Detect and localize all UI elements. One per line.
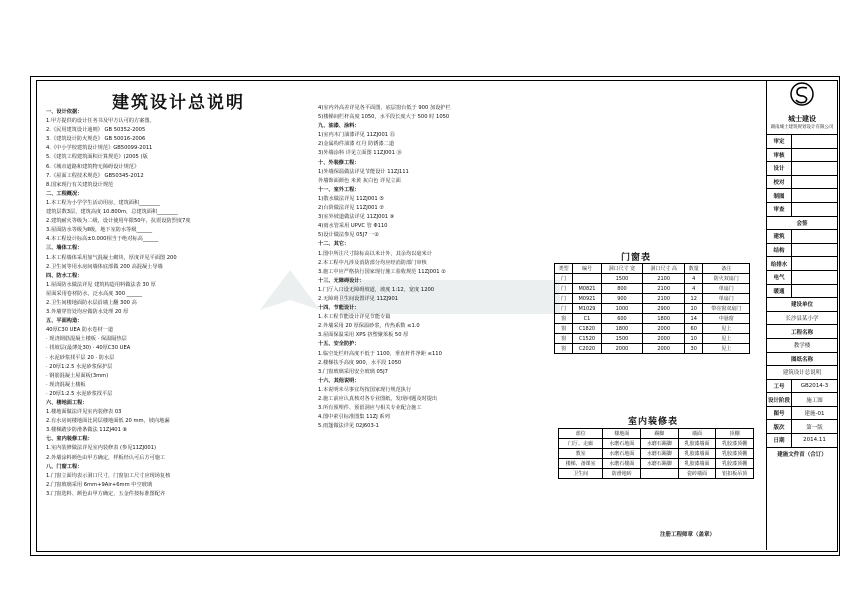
table-cell: 铝扣板吊顶 — [716, 469, 754, 479]
project-name-2: 教学楼 — [767, 339, 837, 353]
title-block-key: 设计 — [767, 162, 792, 175]
note-line: 4.图中索引标准图集 11ZJ 系列 — [318, 414, 390, 421]
column-header: 部位 — [559, 429, 603, 439]
note-line: 2.有水房间楼地面比同层楼地面低 20 mm，坡向地漏 — [46, 418, 170, 425]
note-line: 3.所有预埋件、预留洞应与相关专业配合施工 — [318, 405, 422, 412]
table-cell: 瓷砖墙面 — [678, 469, 716, 479]
note-line: 1.临空处栏杆高度不低于 1100，垂直杆件净距 ≤110 — [318, 350, 442, 357]
table-cell: 窗 — [555, 314, 573, 324]
company-name: 城士建设 — [788, 115, 816, 123]
table-row — [555, 274, 750, 284]
note-line: 1)室内木门油漆详见 11ZJ001 ⑮ — [318, 132, 395, 139]
column-header: 编号 — [573, 264, 601, 274]
table-cell: 2000 — [643, 334, 685, 344]
table-cell: 水磨石地面 — [603, 439, 641, 449]
title-block-key: 工号 — [767, 380, 792, 393]
table-cell: M0921 — [573, 294, 601, 304]
note-line: 2)金属构件油漆 红丹 防锈漆二道 — [318, 141, 395, 148]
note-line: · 现浇钢筋混凝土楼板 · 保温隔热层 — [46, 336, 127, 343]
note-line: 5.雨篷做法详见 02J603-1 — [318, 423, 379, 430]
table-cell: C1 — [573, 314, 601, 324]
note-line: 2.卫生间楼地面防水层沿墙上翻 300 高 — [46, 299, 137, 306]
project-name: 长沙县某小学 — [767, 312, 837, 326]
column-header: 洞口尺寸 高 — [643, 264, 685, 274]
notes-right-column — [318, 104, 568, 544]
table-cell: 800 — [601, 284, 643, 294]
table-cell: M0821 — [573, 284, 601, 294]
table-cell: 2100 — [643, 284, 685, 294]
note-line: 2.本工程中凡涉及消防部分均应经消防部门审核 — [318, 259, 427, 266]
page-title: 建筑设计总说明 — [112, 93, 245, 113]
table-cell: C1520 — [573, 334, 601, 344]
title-block-key: 审定 — [767, 135, 792, 148]
table-header-row — [555, 264, 750, 274]
company-logo-icon — [767, 80, 837, 110]
note-line: 2.建筑耐火等级为二级，设计使用年限50年，抗震设防烈度7度 — [46, 218, 191, 225]
bottom-note: 注册工程师章（盖章） — [660, 532, 716, 538]
title-block-key: 日期 — [767, 434, 792, 447]
note-line: 1.甲方提供的设计任务书及甲方认可的方案图。 — [46, 118, 155, 125]
table-row — [555, 294, 750, 304]
table-cell: 乳胶漆墙面 — [678, 459, 716, 469]
note-line: 1.本工程节能设计详见节能专篇 — [318, 314, 391, 321]
table-cell: 门 — [555, 284, 573, 294]
table-cell: 水磨石踢脚 — [641, 439, 679, 449]
note-line: 2.施工前应认真核对各专业图纸，发现问题及时提出 — [318, 396, 438, 402]
title-block-row — [767, 407, 837, 421]
note-line: 5.《建筑工程建筑面积计算规范》(2005 )版 — [46, 154, 148, 161]
table-cell: C2020 — [573, 344, 601, 354]
table-cell: 见上 — [703, 324, 750, 334]
note-line: 3.门窗选料、颜色由甲方确定，五金件按标准图配齐 — [46, 490, 166, 497]
company-logo-area — [767, 80, 837, 135]
note-line: · 水泥砂浆找平层 20 · 防水层 — [46, 354, 115, 361]
door-window-table — [554, 263, 750, 354]
section-heading: 十三、无障碍设计： — [318, 277, 365, 284]
table-cell: C1820 — [573, 324, 601, 334]
table-header-row — [559, 429, 754, 439]
table-cell: 1800 — [601, 324, 643, 334]
title-block-row — [767, 393, 837, 407]
note-line: 建筑层数3层，建筑高度 10.800m，总建筑面积________ — [46, 209, 178, 216]
table-cell: 门 — [555, 274, 573, 284]
table-cell: 水磨石楼面 — [603, 459, 641, 469]
table-cell: 卫生间 — [559, 469, 603, 479]
note-line: 外墙饰面颜色 米黄 灰白色 详见立面 — [318, 177, 401, 184]
column-header: 墙面 — [678, 429, 716, 439]
table-cell: 600 — [601, 314, 643, 324]
table-row — [559, 459, 754, 469]
table-cell: 见上 — [703, 344, 750, 354]
sign-header: 会签 — [767, 217, 837, 231]
table-cell: 60 — [685, 324, 703, 334]
section-heading: 一、设计依据： — [46, 109, 83, 115]
column-header: 数量 — [685, 264, 703, 274]
table-cell — [641, 469, 679, 479]
table-cell: 水磨石踢脚 — [641, 449, 679, 459]
section-heading: 九、油漆、涂料： — [318, 123, 360, 130]
title-block-row — [767, 230, 837, 244]
table-cell: 1800 — [643, 314, 685, 324]
note-line: 2.外墙涂料颜色由甲方确定，样板经认可后方可施工 — [46, 454, 166, 461]
title-block-value: 施工图 — [806, 397, 823, 404]
table-cell: 防滑地砖 — [603, 469, 641, 479]
note-line: 1)外墙保温做法详见节能设计 11ZJ111 — [318, 168, 409, 175]
table-cell: 12 — [685, 294, 703, 304]
note-line: 3.门窗玻璃采用安全玻璃 05J7 — [318, 368, 388, 375]
note-line: 6.《城市道路和建筑物无障碍设计规范》 — [46, 163, 140, 170]
note-line: 5)设计做法参见 05J7 一② — [318, 232, 380, 239]
title-block-row — [767, 380, 837, 394]
column-header: 洞口尺寸 宽 — [601, 264, 643, 274]
title-block-row — [767, 162, 837, 176]
title-block — [766, 80, 837, 550]
title-block-key: 制图 — [767, 189, 792, 202]
table-cell: 2100 — [643, 294, 685, 304]
table-cell: 2000 — [601, 344, 643, 354]
table-cell: 乳胶漆墙面 — [678, 449, 716, 459]
door-table-title: 门窗表 — [621, 253, 652, 263]
project-sub-header: 工程名称 — [767, 325, 837, 339]
section-heading: 七、室内装修工程： — [46, 436, 93, 443]
note-line: · 找坡层(最薄处30) · 40厚C30 UEA — [46, 345, 131, 352]
note-line: 2.门窗玻璃采用 6mm+9Air+6mm 中空玻璃 — [46, 481, 153, 488]
note-line: 3.楼梯踏步防滑条做法 11ZJ401 ⑧ — [46, 427, 128, 434]
note-line: 3.屋面防水等级为Ⅱ级，地下室防水等级______ — [46, 227, 153, 234]
section-heading: 十一、室外工程： — [318, 186, 360, 193]
note-line: 5)楼梯间栏杆高度 1050，水平段长度大于 500 时 1050 — [318, 114, 450, 121]
section-heading: 十六、其他说明： — [318, 377, 360, 384]
title-block-row — [767, 203, 837, 217]
notes-left-column — [46, 108, 306, 548]
table-cell: 14 — [685, 314, 703, 324]
title-block-row — [767, 420, 837, 434]
table-cell: 窗 — [555, 344, 573, 354]
table-cell: 教室 — [559, 449, 603, 459]
title-block-value: GB2014-3 — [800, 382, 829, 389]
table-cell: 900 — [601, 294, 643, 304]
note-line: 40厚C30 UEA 防水卷材一道 — [46, 327, 114, 334]
table-cell: 见上 — [703, 334, 750, 344]
table-cell: 单扇门 — [703, 294, 750, 304]
note-line: 1)散水做法详见 11ZJ001 ⑤ — [318, 195, 384, 202]
title-block-row — [767, 244, 837, 258]
table-cell: 4 — [685, 274, 703, 284]
note-line: 1.图中所注尺寸除标高以米计外，其余均以毫米计 — [318, 250, 432, 257]
column-header: 楼地面 — [603, 429, 641, 439]
title-block-key: 审查 — [767, 203, 792, 216]
title-block-key: 结构 — [767, 244, 792, 257]
title-block-row — [767, 434, 837, 448]
title-block-row — [767, 135, 837, 149]
table-row — [555, 304, 750, 314]
table-cell: 2000 — [643, 344, 685, 354]
company-subname: 湖南城士建筑规划设计有限公司 — [770, 125, 834, 130]
table-row — [555, 344, 750, 354]
table-cell: 单扇门 — [703, 284, 750, 294]
drawing-name: 建筑设计总说明 — [767, 366, 837, 380]
title-block-key: 建筑 — [767, 230, 792, 243]
section-heading: 十、外装修工程： — [318, 159, 360, 166]
title-block-key: 审核 — [767, 149, 792, 162]
section-heading: 十五、安全防护： — [318, 341, 360, 348]
table-cell: 1500 — [601, 274, 643, 284]
finish-schedule-table — [558, 428, 754, 479]
table-cell: 乳胶漆顶棚 — [716, 439, 754, 449]
note-line: 2)台阶做法详见 11ZJ001 ⑦ — [318, 205, 384, 212]
note-line: 1.楼地面做法详见室内装修表 03 — [46, 409, 122, 416]
table-cell: 10 — [685, 334, 703, 344]
title-block-key: 暖通 — [767, 285, 792, 298]
note-line: 1.本工程为小学学生活动用房，建筑面积________ — [46, 199, 160, 206]
section-heading: 十二、其它： — [318, 241, 350, 248]
title-block-value: 第一版 — [806, 424, 823, 431]
table-cell: 乳胶漆墙面 — [678, 439, 716, 449]
table-cell: 水磨石踢脚 — [641, 459, 679, 469]
note-line: 1.屋面防水做法详见 建筑构造用料做法表 30 厚 — [46, 281, 156, 288]
note-line: 屋面采用卷材防水，泛水高度 300 ______ — [46, 290, 143, 297]
title-block-row — [767, 176, 837, 190]
note-line: 2.《民用建筑设计通则》 GB 50352-2005 — [46, 127, 146, 134]
column-header: 踢脚 — [641, 429, 679, 439]
title-block-row — [767, 189, 837, 203]
title-block-row — [767, 285, 837, 299]
section-heading: 二、工程概况： — [46, 190, 83, 197]
table-cell: 防火双扇门 — [703, 274, 750, 284]
note-line: 1.门窗立面均表示洞口尺寸，门窗加工尺寸应现场复核 — [46, 472, 171, 479]
note-line: 1.室内装修做法详见室内装修表 (参见11ZJ001) — [46, 445, 157, 452]
note-line: 7.《屋面工程技术规范》 GB50345-2012 — [46, 172, 144, 179]
table-cell: 1500 — [601, 334, 643, 344]
table-row — [559, 449, 754, 459]
table-cell: 带亮窗双扇门 — [703, 304, 750, 314]
table-cell: 门 — [555, 304, 573, 314]
table-cell: 4 — [685, 284, 703, 294]
table-cell: 10 — [685, 304, 703, 314]
title-block-row — [767, 257, 837, 271]
table-cell: 窗 — [555, 324, 573, 334]
title-block-key: 电气 — [767, 271, 792, 284]
project-header: 建设单位 — [767, 298, 837, 312]
note-line: · 20厚1:2.5 水泥砂浆找平层 — [46, 390, 113, 397]
table-cell: 门 — [555, 294, 573, 304]
table-cell: 门厅、走廊 — [559, 439, 603, 449]
table-row — [555, 324, 750, 334]
note-line: 2.外墙采用 20 厚保温砂浆，传热系数 ≤1.0 — [318, 323, 420, 330]
section-heading: 十四、节能设计： — [318, 305, 360, 312]
note-line: 4.本工程设计标高±0.000相当于绝对标高______ — [46, 236, 159, 243]
note-line: 3.屋面保温采用 XPS 挤塑聚苯板 50 厚 — [318, 332, 409, 339]
column-header: 备注 — [703, 264, 750, 274]
section-heading: 三、墙体工程： — [46, 245, 83, 252]
table-cell: 窗 — [555, 334, 573, 344]
table-cell: 2000 — [643, 324, 685, 334]
table-cell: 楼梯、备课室 — [559, 459, 603, 469]
note-line: 4.《中小学校建筑设计规范》GB50099-2011 — [46, 145, 153, 152]
table-cell: 2900 — [643, 304, 685, 314]
table-cell: 2100 — [643, 274, 685, 284]
title-block-key: 图号 — [767, 407, 792, 420]
note-line: · 20厚1:2.5 水泥砂浆保护层 — [46, 363, 113, 370]
title-block-row — [767, 271, 837, 285]
note-line: 3)室外坡道做法详见 11ZJ001 ⑨ — [318, 214, 395, 221]
note-line: · 现浇混凝土楼板 — [46, 381, 86, 388]
title-block-value: 2014.11 — [803, 437, 826, 444]
note-line: 8.国家现行有关建筑设计规范 — [46, 181, 114, 188]
column-header: 类型 — [555, 264, 573, 274]
note-line: 3.施工中应严格执行国家现行施工验收规范 11ZJ001 ② — [318, 268, 446, 275]
title-block-key: 设计阶段 — [767, 393, 792, 406]
table-cell — [573, 274, 601, 284]
finish-table-title: 室内装修表 — [628, 417, 679, 427]
note-line: 3)外墙涂料 详见立面图 11ZJ001 ⑱ — [318, 150, 402, 157]
note-line: · 钢筋混凝土屋面板(3mm) — [46, 372, 109, 379]
table-cell: 水磨石地面 — [603, 449, 641, 459]
note-line: 1.本工程墙体采用加气混凝土砌块，厚度详见平面图 200 — [46, 254, 177, 261]
table-cell: 中悬窗 — [703, 314, 750, 324]
title-block-key: 校对 — [767, 176, 792, 189]
table-cell: 30 — [685, 344, 703, 354]
note-line: 2.无障碍卫生间设置详见 11ZJ901 — [318, 295, 399, 302]
drawing-header: 图纸名称 — [767, 353, 837, 367]
note-line: 2.楼梯扶手高度 900，水平段 1050 — [318, 359, 402, 366]
table-row — [559, 469, 754, 479]
table-cell: 1000 — [601, 304, 643, 314]
note-line: 4)室内外高差详见各平面图，底层窗台低于 900 加设护栏 — [318, 105, 451, 111]
section-heading: 八、门窗工程： — [46, 463, 83, 470]
table-cell: M1029 — [573, 304, 601, 314]
table-cell: 乳胶漆顶棚 — [716, 449, 754, 459]
section-heading: 四、防水工程： — [46, 272, 83, 279]
section-heading: 六、楼地面工程： — [46, 400, 88, 406]
table-row — [555, 314, 750, 324]
table-row — [559, 439, 754, 449]
note-line: 2.卫生间等用水房间墙体底部做 200 高混凝土导墙 — [46, 263, 163, 270]
table-row — [555, 334, 750, 344]
title-block-key: 给排水 — [767, 257, 792, 270]
note-line: 4)雨水管采用 UPVC 管 Φ110 — [318, 223, 388, 230]
title-block-value: 建施-01 — [804, 411, 825, 418]
table-row — [555, 284, 750, 294]
title-block-footer: 建施文件首（合订） — [777, 451, 827, 458]
section-heading: 五、平面构造： — [46, 318, 83, 325]
table-cell: 乳胶漆顶棚 — [716, 459, 754, 469]
note-line: 3.外墙穿管处均应做防水处理 20 厚 — [46, 309, 129, 316]
title-block-row — [767, 149, 837, 163]
column-header: 顶棚 — [716, 429, 754, 439]
title-block-key: 版次 — [767, 420, 792, 433]
note-line: 1.门厅入口设无障碍坡道，坡度 1:12，宽度 1200 — [318, 286, 435, 293]
note-line: 1.本说明未尽事宜均按国家现行规范执行 — [318, 386, 412, 393]
note-line: 3.《建筑设计防火规范》 GB 50016-2006 — [46, 136, 146, 143]
